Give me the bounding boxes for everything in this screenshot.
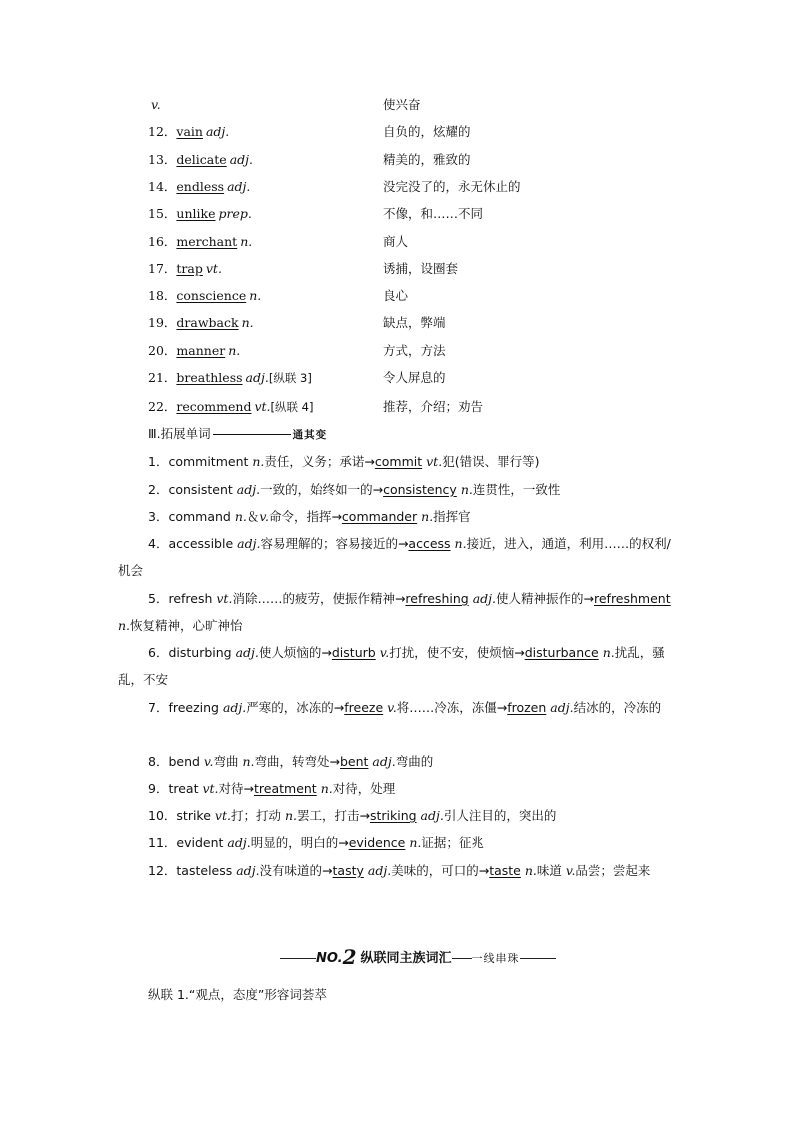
text-segment: 2．consistent (148, 482, 237, 497)
vocab-meaning: 诱捕，设圈套 (383, 261, 459, 276)
vocab-word: delicate (176, 152, 227, 167)
text-segment: 连贯性，一致性 (472, 482, 561, 497)
vocab-row (148, 312, 708, 334)
text-segment: 明显的，明白的→ (250, 835, 349, 850)
text-segment: 使人烦恼的→ (258, 645, 332, 660)
text-segment: 1．commitment (148, 454, 253, 469)
vocab-number: 16． (148, 234, 177, 249)
part-of-speech: n. (252, 454, 265, 469)
expand-item (118, 585, 674, 639)
text-segment: 消除……的疲劳，使振作精神→ (232, 591, 406, 606)
vocab-row (148, 396, 708, 418)
vocab-row (148, 367, 708, 389)
vocab-number: 17． (148, 261, 177, 276)
text-segment: 打；打动 (230, 808, 285, 823)
text-segment: 罢工，打击→ (296, 808, 370, 823)
part-of-speech: adj. (472, 591, 496, 606)
text-segment: 打扰，使不安，使烦恼→ (389, 645, 525, 660)
text-segment: 弯曲的 (395, 754, 434, 769)
answer-word: treatment (254, 781, 317, 796)
text-segment: 味道 (536, 863, 566, 878)
vocab-meaning: 使兴奋 (383, 97, 421, 112)
vocab-pos: adj. (245, 370, 269, 385)
part-of-speech: n. (242, 754, 255, 769)
vocab-row (148, 121, 708, 143)
vocab-row (148, 285, 708, 307)
expand-item (118, 802, 674, 829)
answer-word: tasty (332, 863, 364, 878)
answer-word: commander (341, 509, 418, 524)
part-of-speech: n. (460, 482, 473, 497)
vocab-pos: vt. (205, 261, 222, 276)
part-of-speech: v. (565, 863, 576, 878)
heading-tag: 通其变 (292, 429, 328, 441)
vocab-meaning: 不像，和……不同 (383, 206, 484, 221)
text-segment: 接近，进入，通道，利用……的权利/机会 (118, 536, 671, 578)
answer-word: consistency (383, 482, 457, 497)
part-of-speech: vt. (216, 591, 233, 606)
text-segment: 4．accessible (148, 536, 238, 551)
part-of-speech: adj. (550, 700, 574, 715)
text-segment: 将……冷冻，冻僵→ (396, 700, 508, 715)
subheading: 纵联 1.“观点，态度”形容词荟萃 (148, 987, 327, 1002)
text-segment: 使人精神振作的→ (496, 591, 594, 606)
vocab-row (148, 231, 708, 253)
part-of-speech: adj. (235, 645, 259, 660)
vocab-pos: n. (249, 288, 262, 303)
vocab-number: 15． (148, 206, 177, 221)
part-of-speech: n. (421, 509, 434, 524)
text-segment: 指挥官 (433, 509, 471, 524)
vocab-pos: vt. (254, 399, 271, 414)
vocab-word: endless (176, 179, 225, 194)
answer-word: disturb (331, 645, 376, 660)
text-segment: 12．tasteless (148, 863, 237, 878)
text-segment: 对待→ (218, 781, 254, 796)
vocab-pos: adj. (229, 152, 253, 167)
vocab-pos: n. (241, 315, 254, 330)
answer-word: disturbance (524, 645, 599, 660)
expand-item (118, 857, 674, 884)
text-segment: 恢复精神，心旷神怡 (130, 618, 243, 633)
heading-rule (213, 434, 291, 435)
vocab-number: 13． (148, 152, 177, 167)
text-segment: 引人注目的，突出的 (443, 808, 557, 823)
part-of-speech: adj. (372, 754, 396, 769)
part-of-speech: n. (454, 536, 467, 551)
text-segment: 命令，指挥→ (268, 509, 342, 524)
expand-item (118, 503, 674, 530)
vocab-number: 19． (148, 315, 177, 330)
part-of-speech: n. (320, 781, 333, 796)
part-of-speech: n. (409, 835, 422, 850)
expand-item (118, 748, 674, 775)
vocab-row (148, 340, 708, 362)
text-segment: 证据；征兆 (421, 835, 484, 850)
vocab-meaning: 缺点，弊端 (383, 315, 446, 330)
vocab-word: manner (176, 343, 226, 358)
vocab-number: 14． (148, 179, 177, 194)
vocab-meaning: 商人 (383, 234, 409, 249)
expand-item (118, 448, 674, 475)
expand-item (118, 530, 674, 584)
part-of-speech: adj. (237, 536, 261, 551)
expand-item (118, 476, 674, 503)
part-of-speech: n. (524, 863, 537, 878)
vocab-row (148, 94, 708, 116)
answer-word: access (408, 536, 451, 551)
expand-item (118, 775, 674, 802)
part-of-speech: adj. (420, 808, 444, 823)
vocab-meaning: 精美的，雅致的 (383, 152, 471, 167)
vocab-meaning: 令人屏息的 (383, 370, 446, 385)
vocab-word: merchant (176, 234, 238, 249)
text-segment: 结冰的，冷冻的 (573, 700, 662, 715)
text-segment: 3．command (148, 509, 235, 524)
vocab-meaning: 良心 (383, 288, 409, 303)
vocab-word: recommend (176, 399, 252, 414)
vocab-meaning: 没完没了的，永无休止的 (383, 179, 521, 194)
answer-word: commit (374, 454, 423, 469)
part-of-speech: vt. (202, 781, 219, 796)
vocab-pos: n. (228, 343, 241, 358)
section-subtitle: 一线串珠 (471, 952, 520, 965)
vocab-number: 20． (148, 343, 177, 358)
vocab-row (148, 176, 708, 198)
text-segment: ＆ (246, 509, 260, 524)
part-of-speech: adj. (222, 700, 247, 715)
vocab-number: 18． (148, 288, 177, 303)
vocab-pos: adj. (227, 179, 251, 194)
vocab-meaning: 方式，方法 (383, 343, 446, 358)
vocab-row (148, 203, 708, 225)
answer-word: frozen (507, 700, 547, 715)
answer-word: bent (339, 754, 369, 769)
part-of-speech: vt. (214, 808, 231, 823)
heading-label: Ⅲ.拓展单词 (148, 426, 211, 441)
text-segment: 责任，义务；承诺→ (264, 454, 375, 469)
text-segment: 严寒的，冰冻的→ (246, 700, 345, 715)
section-no-label: NO. (316, 951, 343, 966)
section-no-number: 2 (342, 945, 357, 969)
part-of-speech: v. (379, 645, 390, 660)
part-of-speech: v. (387, 700, 397, 715)
text-segment: 扰乱，骚乱，不安 (118, 645, 665, 687)
answer-word: striking (369, 808, 417, 823)
part-of-speech: n. (118, 618, 131, 633)
vocab-word: vain (176, 124, 203, 139)
vocab-number: 22． (148, 399, 177, 414)
text-segment: 容易理解的；容易接近的→ (260, 536, 409, 551)
vocab-pos: n. (240, 234, 253, 249)
expand-item (118, 639, 674, 693)
section-heading-expand-words (148, 423, 327, 446)
vocab-row (148, 258, 708, 280)
vocab-word: trap (176, 261, 203, 276)
vocab-word: breathless (176, 370, 243, 385)
vocab-number: 21． (148, 370, 177, 385)
vocab-number: 12． (148, 124, 177, 139)
vocab-note: [纵联 3] (268, 371, 312, 385)
title-rule-mid (452, 958, 472, 959)
vocab-pos: v. (151, 97, 161, 112)
vocab-word: conscience (176, 288, 247, 303)
part-of-speech: adj. (367, 863, 392, 878)
part-of-speech: n. (284, 808, 297, 823)
vocab-word: drawback (176, 315, 239, 330)
text-segment: 11．evident (148, 835, 228, 850)
answer-word: freeze (344, 700, 384, 715)
section-main-title: 纵联同主族词汇 (360, 951, 452, 966)
text-segment: 对待，处理 (332, 781, 396, 796)
text-segment: 7．freezing (148, 700, 223, 715)
text-segment: 弯曲 (213, 754, 243, 769)
text-segment: 弯曲，转弯处→ (254, 754, 340, 769)
vocab-meaning: 自负的，炫耀的 (383, 124, 471, 139)
text-segment: 品尝；尝起来 (575, 863, 651, 878)
title-rule-left (280, 958, 316, 959)
text-segment: 6．disturbing (148, 645, 236, 660)
text-segment: 10．strike (148, 808, 215, 823)
vocab-meaning: 推荐，介绍；劝告 (383, 399, 484, 414)
part-of-speech: vt. (426, 454, 443, 469)
part-of-speech: adj. (236, 482, 261, 497)
part-of-speech: adj. (236, 863, 260, 878)
text-segment: 犯(错误、罪行等) (442, 454, 540, 469)
text-segment: 5．refresh (148, 591, 217, 606)
text-segment: 一致的，始终如一的→ (260, 482, 384, 497)
text-segment: 美味的，可口的→ (391, 863, 490, 878)
vocab-note: [纵联 4] (270, 400, 314, 414)
section-title (280, 945, 570, 969)
vocab-word: unlike (176, 206, 216, 221)
text-segment: 9．treat (148, 781, 203, 796)
answer-word: taste (489, 863, 521, 878)
title-rule-right (520, 958, 556, 959)
part-of-speech: adj. (227, 835, 251, 850)
part-of-speech: v. (259, 509, 269, 524)
part-of-speech: v. (203, 754, 214, 769)
vocab-pos: adj. (205, 124, 230, 139)
text-segment: 没有味道的→ (259, 863, 333, 878)
answer-word: evidence (348, 835, 406, 850)
part-of-speech: n. (602, 645, 615, 660)
expand-item (118, 829, 674, 856)
part-of-speech: n. (234, 509, 247, 524)
expand-item (118, 694, 674, 721)
answer-word: refreshing (405, 591, 469, 606)
answer-word: refreshment (593, 591, 671, 606)
vocab-pos: prep. (218, 206, 252, 221)
text-segment: 8．bend (148, 754, 204, 769)
vocab-row (148, 149, 708, 171)
